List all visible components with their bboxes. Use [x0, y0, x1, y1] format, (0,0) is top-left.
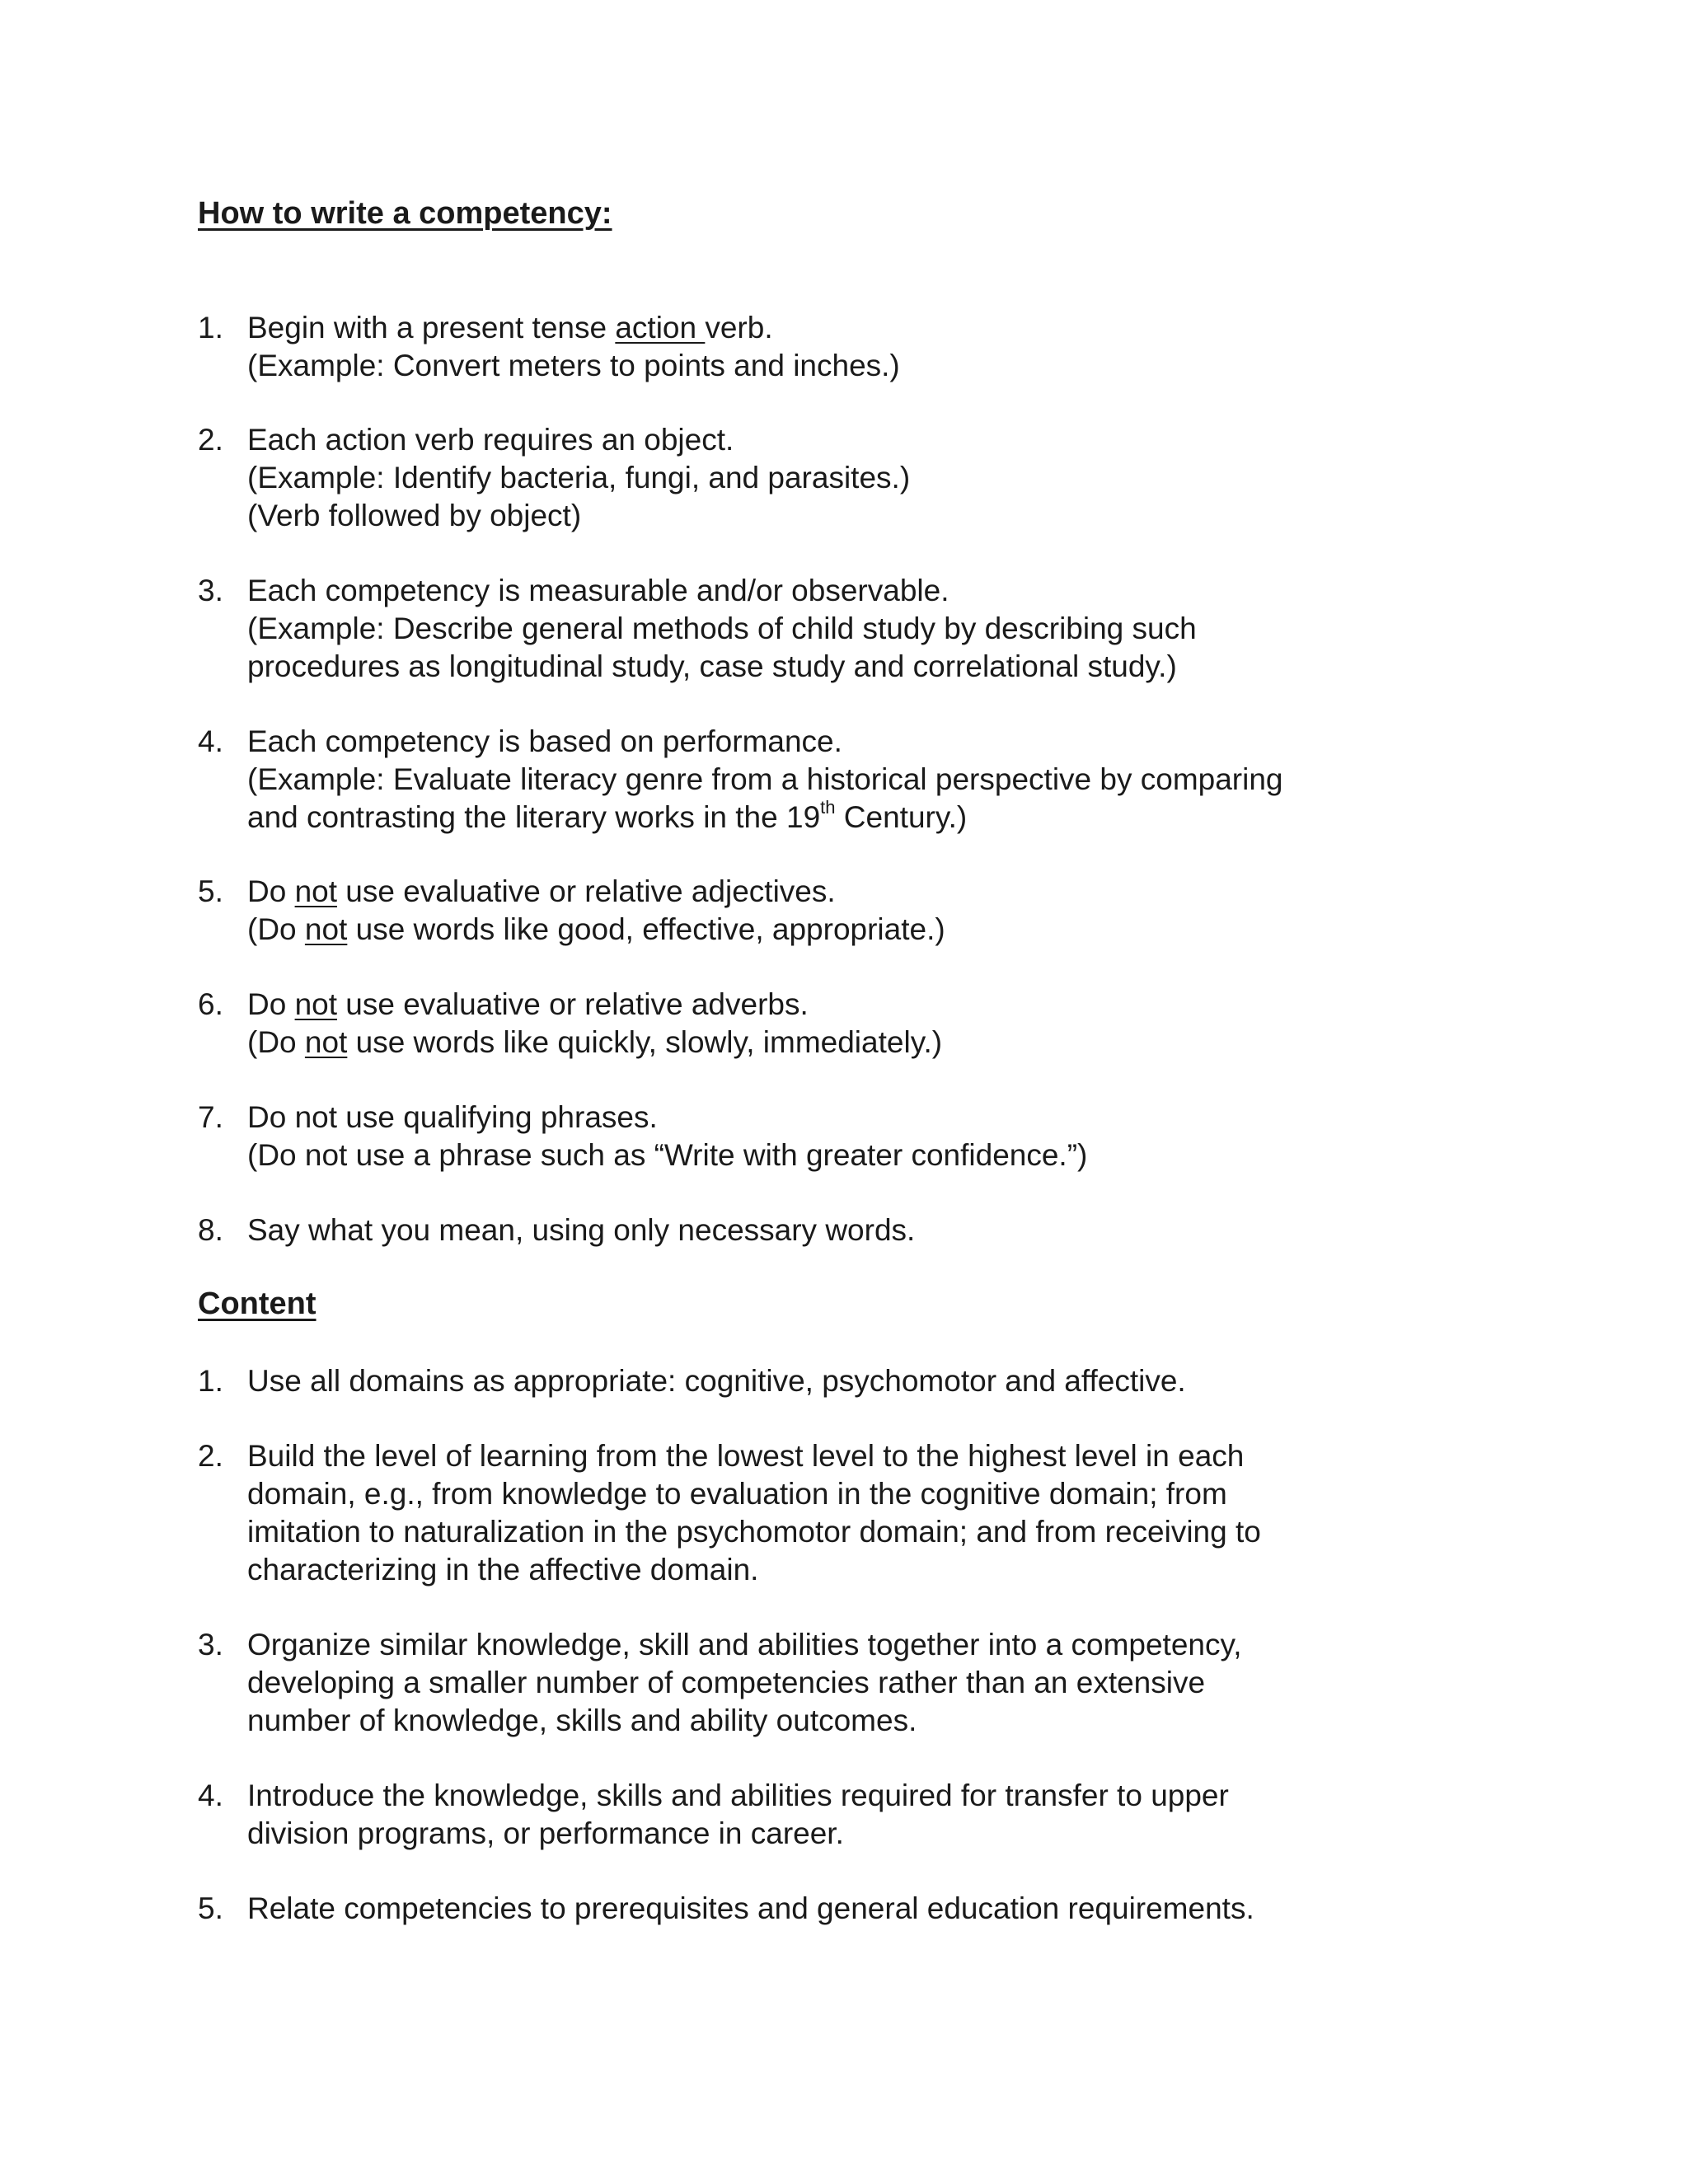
text-run: Century.): [835, 800, 968, 834]
text-run: use words like quickly, slowly, immediately.): [347, 1025, 943, 1059]
underlined-text: not: [304, 1025, 348, 1059]
list-number: 3.: [198, 1628, 223, 1661]
underlined-text: action: [615, 311, 706, 344]
text-run: Do: [247, 874, 295, 908]
list-number: 5.: [198, 1891, 223, 1925]
underlined-text: not: [304, 912, 348, 946]
list-text: Say what you mean, using only necessary words.: [247, 1213, 916, 1247]
list-text: Each action verb requires an object.: [247, 423, 734, 457]
list-number: 4.: [198, 1779, 223, 1812]
list-text: [247, 1024, 1484, 1062]
list-text: [247, 873, 1484, 911]
list-text: (Verb followed by object): [247, 499, 582, 532]
list-number: 5.: [198, 874, 223, 908]
text-run: (Do: [247, 912, 305, 946]
list-text: developing a smaller number of competencies rather than an extensive: [247, 1666, 1206, 1699]
list-number: 1.: [198, 311, 223, 344]
list-text: Introduce the knowledge, skills and abilities required for transfer to upper: [247, 1779, 1229, 1812]
list-text: (Example: Convert meters to points and inches.): [247, 349, 900, 382]
list-number: 2.: [198, 423, 223, 457]
text-run: use evaluative or relative adjectives.: [337, 874, 836, 908]
list-number: 4.: [198, 724, 223, 758]
list-number: 3.: [198, 574, 223, 607]
list-text: Build the level of learning from the lowest level to the highest level in each: [247, 1439, 1245, 1473]
list-text: [247, 986, 1484, 1024]
list-text: division programs, or performance in career.: [247, 1816, 844, 1850]
list-text: procedures as longitudinal study, case study and correlational study.): [247, 649, 1177, 683]
section-heading-how-to-write: How to write a competency:: [198, 196, 612, 231]
text-run: use evaluative or relative adverbs.: [337, 987, 809, 1021]
text-run: verb.: [705, 311, 773, 344]
list-text: Use all domains as appropriate: cognitive, psychomotor and affective.: [247, 1364, 1186, 1398]
underlined-text: not: [294, 874, 338, 908]
list-text: [247, 911, 1484, 949]
text-run: Begin with a present tense: [247, 311, 616, 344]
list-text: Organize similar knowledge, skill and abilities together into a competency,: [247, 1628, 1242, 1661]
list-text: characterizing in the affective domain.: [247, 1553, 759, 1586]
list-text: [247, 309, 1484, 347]
list-number: 1.: [198, 1364, 223, 1398]
list-number: 2.: [198, 1439, 223, 1473]
text-run: Do: [247, 987, 295, 1021]
list-number: 7.: [198, 1100, 223, 1134]
list-number: 8.: [198, 1213, 223, 1247]
section-heading-content: Content: [198, 1286, 316, 1321]
list-text: Each competency is based on performance.: [247, 724, 842, 758]
list-text: (Example: Describe general methods of child study by describing such: [247, 612, 1197, 645]
list-number: 6.: [198, 987, 223, 1021]
list-text: imitation to naturalization in the psychomotor domain; and from receiving to: [247, 1515, 1261, 1549]
list-text: (Do not use a phrase such as “Write with greater confidence.”): [247, 1138, 1088, 1172]
underlined-text: not: [294, 987, 338, 1021]
list-text: Relate competencies to prerequisites and general education requirements.: [247, 1891, 1254, 1925]
superscript: th: [820, 796, 836, 818]
list-text: number of knowledge, skills and ability outcomes.: [247, 1704, 917, 1737]
list-text: domain, e.g., from knowledge to evaluation in the cognitive domain; from: [247, 1477, 1227, 1511]
list-text: Do not use qualifying phrases.: [247, 1100, 658, 1134]
text-run: and contrasting the literary works in the 19: [247, 800, 821, 834]
list-text: [247, 796, 1484, 837]
list-text: (Example: Identify bacteria, fungi, and parasites.): [247, 461, 911, 494]
text-run: (Do: [247, 1025, 305, 1059]
text-run: use words like good, effective, appropriate.): [347, 912, 945, 946]
list-text: Each competency is measurable and/or observable.: [247, 574, 950, 607]
list-text: (Example: Evaluate literacy genre from a historical perspective by comparing: [247, 762, 1283, 796]
